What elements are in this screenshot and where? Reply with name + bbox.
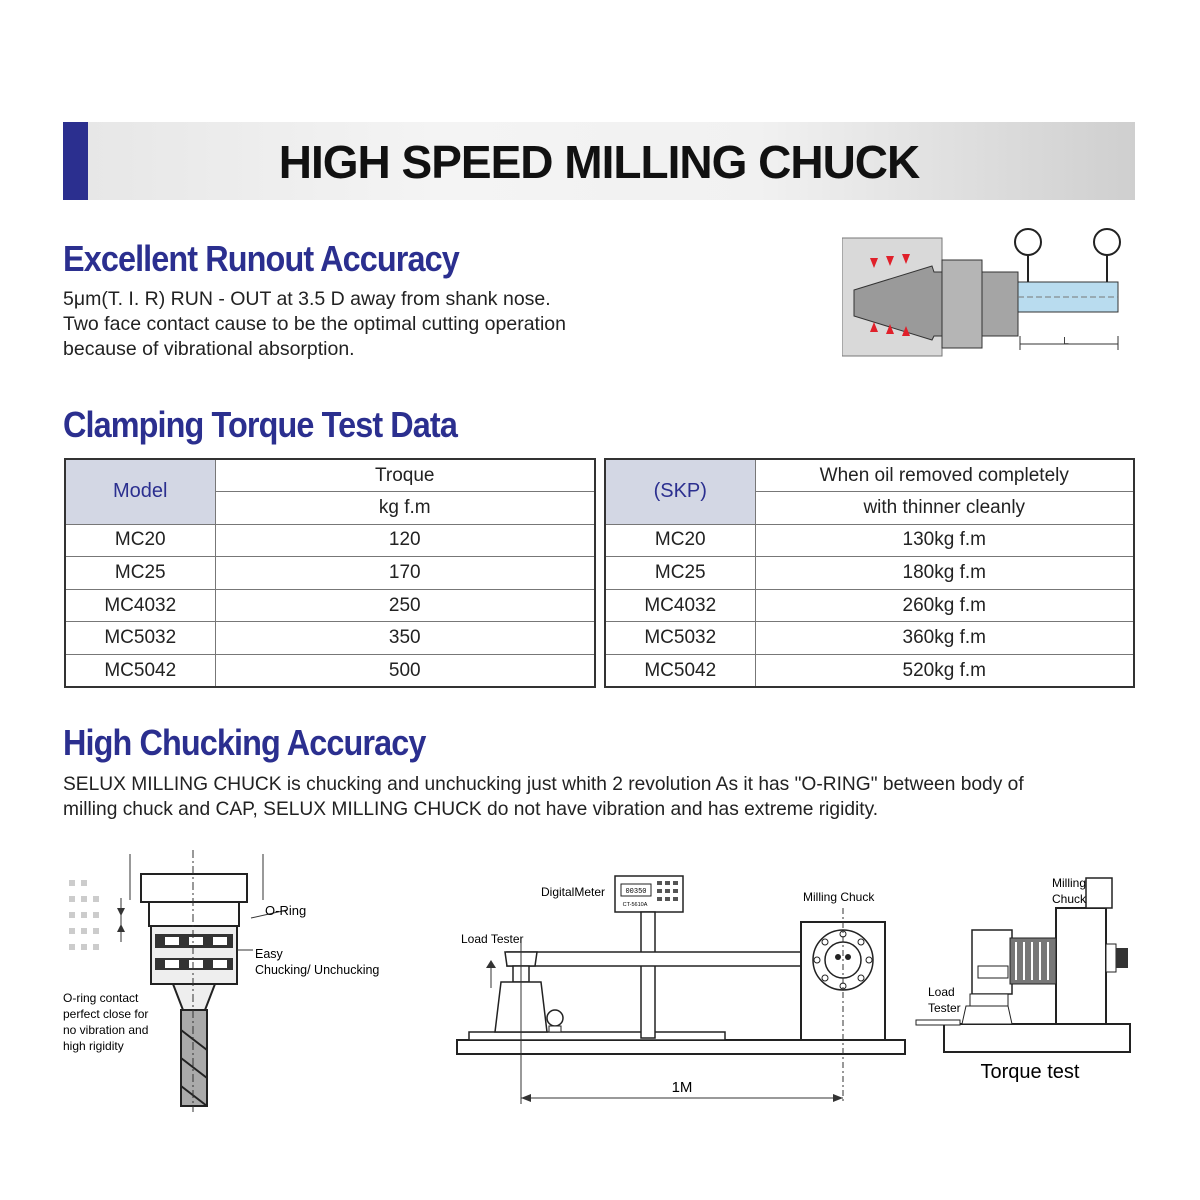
table-row	[65, 524, 595, 557]
runout-diagram-label: L	[1063, 336, 1069, 347]
contact-line-4: high rigidity	[63, 1039, 124, 1053]
runout-line-1: 5μm(T. I. R) RUN - OUT at 3.5 D away from shank nose.	[63, 288, 551, 310]
runout-heading: Excellent Runout Accuracy	[63, 238, 459, 279]
meter-model: CT-5610A	[622, 902, 648, 908]
contact-line-1: O-ring contact	[63, 991, 139, 1005]
torque-test-side-figure	[912, 868, 1142, 1088]
table2-value: 130kg f.m	[755, 524, 1134, 557]
table1-value: 120	[215, 524, 595, 557]
table1-model: MC20	[65, 524, 215, 557]
contact-line-3: no vibration and	[63, 1023, 149, 1037]
table-row	[605, 655, 1134, 688]
meter-display: 00350	[625, 888, 647, 896]
table1-model: MC5042	[65, 655, 215, 688]
o-ring-chuck-figure	[55, 850, 400, 1115]
runout-diagram	[842, 220, 1137, 360]
load-tester-label: Load Tester	[461, 932, 524, 946]
table-row	[605, 589, 1134, 622]
table2-header-bottom: with thinner cleanly	[755, 492, 1134, 525]
table1-model: MC25	[65, 557, 215, 590]
table2-model: MC5032	[605, 622, 755, 655]
title-banner	[63, 122, 1135, 200]
table-row	[65, 557, 595, 590]
table1-model: MC4032	[65, 589, 215, 622]
table2-model: MC5042	[605, 655, 755, 688]
table1-model: MC5032	[65, 622, 215, 655]
table2-header-top: When oil removed completely	[755, 459, 1134, 492]
table2-model: MC25	[605, 557, 755, 590]
chucking-label: Chucking/ Unchucking	[255, 963, 380, 977]
table2-value: 180kg f.m	[755, 557, 1134, 590]
o-ring-label: O-Ring	[265, 903, 307, 918]
distance-label: 1M	[671, 1079, 693, 1096]
milling-chuck-label: Milling Chuck	[803, 890, 875, 904]
table1-header-unit: kg f.m	[215, 492, 595, 525]
chucking-line-1: SELUX MILLING CHUCK is chucking and unchucking just whith 2 revolution As it has "O-RING" between body of	[63, 774, 1024, 795]
right-tester-label: Tester	[928, 1001, 961, 1015]
table-row	[605, 557, 1134, 590]
skp-table	[604, 458, 1135, 688]
table1-header-model: Model	[65, 459, 215, 524]
table2-value: 260kg f.m	[755, 589, 1134, 622]
right-milling-label: Milling	[1052, 876, 1087, 890]
table2-header-skp: (SKP)	[605, 459, 755, 524]
runout-line-2: Two face contact cause to be the optimal cutting operation	[63, 313, 566, 335]
table2-model: MC4032	[605, 589, 755, 622]
table1-header-torque: Troque	[215, 459, 595, 492]
table-row	[65, 622, 595, 655]
table2-model: MC20	[605, 524, 755, 557]
torque-table	[64, 458, 596, 688]
table1-value: 350	[215, 622, 595, 655]
right-chuck-label: Chuck	[1052, 892, 1087, 906]
torque-heading: Clamping Torque Test Data	[63, 404, 457, 445]
chucking-line-2: milling chuck and CAP, SELUX MILLING CHUCK do not have vibration and has extreme rigidity.	[63, 799, 879, 820]
table1-value: 250	[215, 589, 595, 622]
right-load-label: Load	[928, 985, 955, 999]
runout-line-3: because of vibrational absorption.	[63, 338, 355, 360]
table-row	[605, 524, 1134, 557]
page-title: HIGH SPEED MILLING CHUCK	[278, 136, 920, 188]
table2-value: 520kg f.m	[755, 655, 1134, 688]
torque-test-caption: Torque test	[980, 1061, 1080, 1083]
table1-value: 170	[215, 557, 595, 590]
table1-value: 500	[215, 655, 595, 688]
contact-line-2: perfect close for	[63, 1007, 149, 1021]
table-row	[65, 589, 595, 622]
table-row	[605, 622, 1134, 655]
table-row	[65, 655, 595, 688]
digital-meter-label: DigitalMeter	[541, 885, 606, 899]
torque-test-rig-figure	[455, 868, 910, 1110]
chucking-heading: High Chucking Accuracy	[63, 722, 426, 763]
easy-label: Easy	[255, 947, 283, 961]
table2-value: 360kg f.m	[755, 622, 1134, 655]
